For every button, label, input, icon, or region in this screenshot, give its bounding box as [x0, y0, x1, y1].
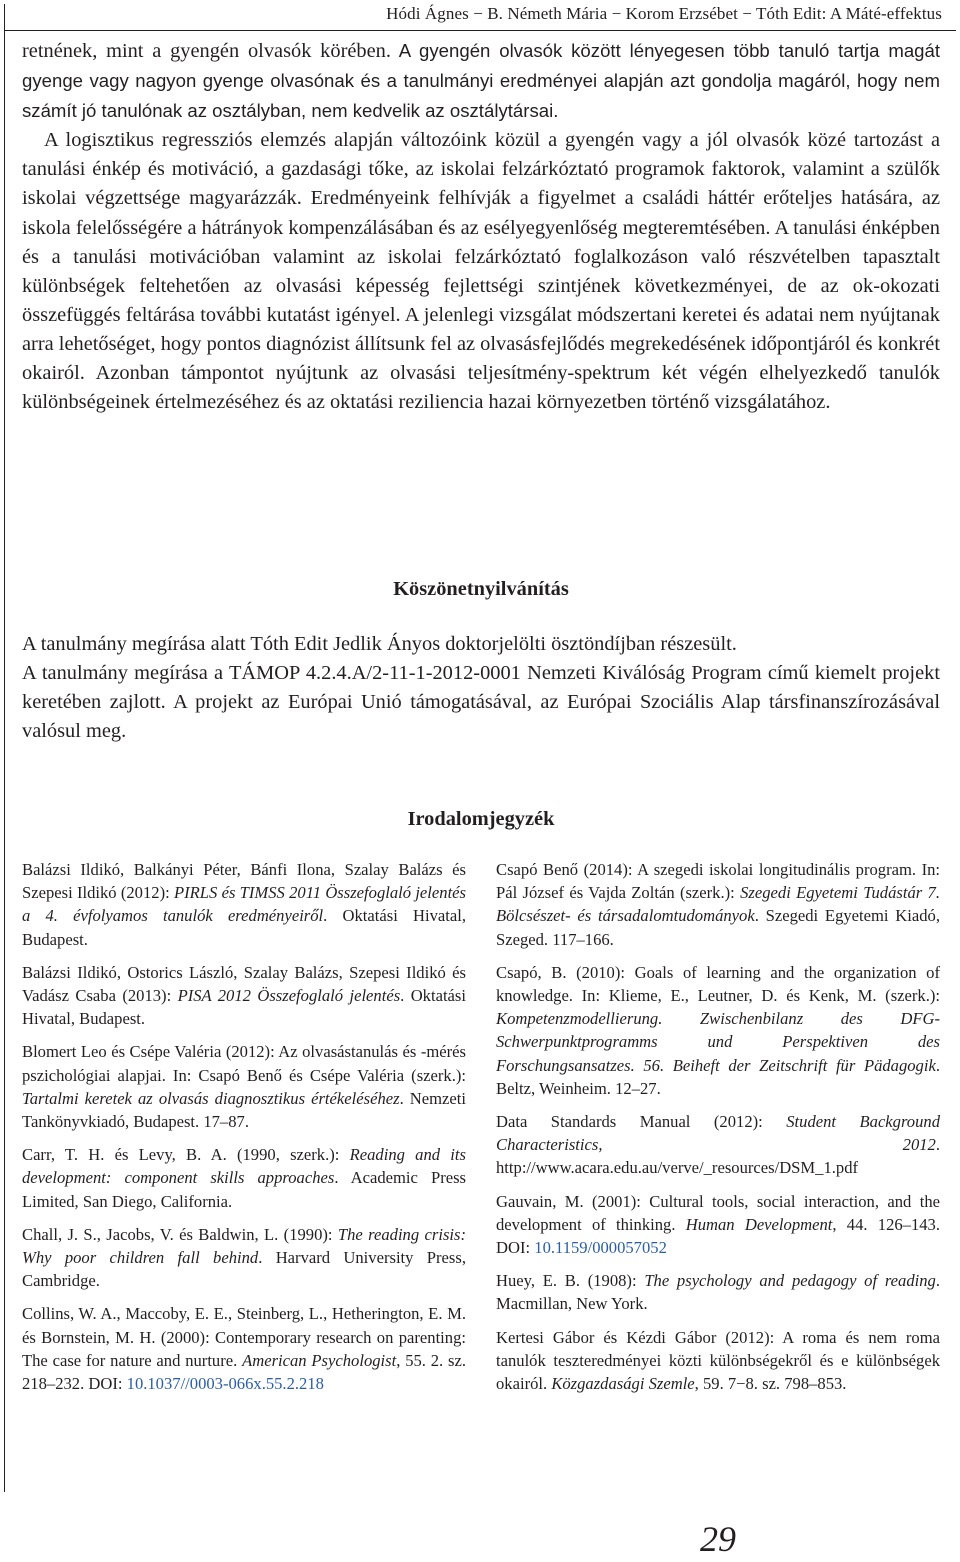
reference-item: Csapó Benő (2014): A szegedi iskolai longitudinális program. In: Pál József és Vajda Zoltán (szerk.): Szegedi Egyetemi Tudástár 7. Bölcsészet- és társadalomtudományok. Szegedi Egyetemi Kiadó, Szeged. 117–166.: [496, 860, 940, 949]
doi-link[interactable]: 10.1037//0003-066x.55.2.218: [126, 1374, 324, 1394]
references-right-column: [496, 858, 940, 1405]
reference-item: Gauvain, M. (2001): Cultural tools, social interaction, and the development of thinking. Human Development, 44. 126–143. DOI: 10.1159/000057052: [496, 1191, 940, 1258]
acknowledgement-line-2: A tanulmány megírása a TÁMOP 4.2.4.A/2-11-1-2012-0001 Nemzeti Kiválóság Program című kiemelt projekt keretében zajlott. A projekt az Európai Unió támogatásával, az Európai Szociális Alap társfinanszírozásával valósul meg.: [22, 662, 940, 742]
body-text: [22, 36, 940, 417]
paragraph-2: A logisztikus regressziós elemzés alapján változóink közül a gyengén vagy a jól olvasók közé tartozást a tanulási énkép és motiváció, a gazdasági tőke, az iskolai felzárkóztató programok faktorok, valamint a szülők iskolai végzettsége magyarázzák. Eredményeink felhívják a figyelmet a családi háttér erőteljes hatására, az iskola felelősségére a hátrányok kompenzálásában és az esélyegyenlőség megteremtésében. A tanulási énképben és a tanulási motivációban valamint az iskolai felzárkóztató foglalkozáson való részvételben tapasztalt különbségek feltehetően az olvasási képesség fejlettségi szintjének következményei, de az ok-okozati összefüggés feltárása további kutatást igényel. A jelenlegi vizsgálat módszertani keretei és adatai nem nyújtanak arra lehetőséget, hogy pontos diagnózist állítsunk fel az olvasásfejlődés megrekedésének időpontjáról és konkrét okairól. Azonban támpontot nyújtunk az olvasási teljesítmény-spektrum két végén elhelyezkedő tanulók különbségeinek értelmezéséhez és az oktatási reziliencia hazai környezetben történő vizsgálatához.: [22, 129, 940, 414]
paragraph-1: [22, 36, 940, 126]
page-number: 29: [700, 1519, 736, 1559]
reference-item: Collins, W. A., Maccoby, E. E., Steinberg, L., Hetherington, E. M. és Bornstein, M. H. (2000): Contemporary research on parenting: The case for nature and nurture. American Psychologist, 55. 2. sz. 218–232. DOI: 10.1037//0003-066x.55.2.218: [22, 1304, 466, 1394]
reference-item: Chall, J. S., Jacobs, V. és Baldwin, L. (1990): The reading crisis: Why poor children fall behind. Harvard University Press, Cambridge.: [22, 1224, 466, 1291]
paragraph-1-rest: A gyengén olvasók között lényegesen több tanuló tartja magát gyenge vagy nagyon gyenge olvasónak és a tanulmányi eredményei alapján azt gondolja magáról, hogy nem számít jó tanulónak az osztályban, nem kedvelik az osztálytársai.: [22, 40, 941, 122]
reference-item: Kertesi Gábor és Kézdi Gábor (2012): A roma és nem roma tanulók teszteredményei közti különbségekről és e különbségek okairól. Közgazdasági Szemle, 59. 7−8. sz. 798–853.: [496, 1327, 940, 1394]
doi-link[interactable]: 10.1159/000057052: [534, 1238, 667, 1258]
reference-item: Balázsi Ildikó, Balkányi Péter, Bánfi Ilona, Szalay Balázs és Szepesi Ildikó (2012): PIRLS és TIMSS 2011 Összefoglaló jelentés a 4. évfolyamos tanulók eredményeiről. Oktatási Hivatal, Budapest.: [22, 860, 467, 949]
reference-item: Blomert Leo és Csépe Valéria (2012): Az olvasástanulás és -mérés pszichológiai alapjai. In: Csapó Benő és Csépe Valéria (szerk.): Tartalmi keretek az olvasás diagnosztikus értékeléséhez. Nemzeti Tankönyvkiadó, Budapest. 17–87.: [22, 1042, 466, 1132]
acknowledgement-line-1: A tanulmány megírása alatt Tóth Edit Jedlik Ányos doktorjelölti ösztöndíjban részesült.: [22, 633, 737, 655]
running-header: Hódi Ágnes − B. Németh Mária − Korom Erzsébet − Tóth Edit: A Máté-effektus: [386, 4, 942, 23]
left-margin-rule: [4, 4, 5, 1492]
reference-item: Carr, T. H. és Levy, B. A. (1990, szerk.): Reading and its development: component skills approaches. Academic Press Limited, San Diego, California.: [22, 1145, 466, 1211]
reference-item: Huey, E. B. (1908): The psychology and pedagogy of reading. Macmillan, New York.: [496, 1271, 940, 1314]
references-heading: Irodalomjegyzék: [407, 808, 555, 830]
reference-item: Data Standards Manual (2012): Student Background Characteristics, 2012. http://www.acara.edu.au/verve/_resources/DSM_1.pdf: [496, 1112, 940, 1178]
acknowledgement-section: [22, 630, 940, 746]
reference-item: Balázsi Ildikó, Ostorics László, Szalay Balázs, Szepesi Ildikó és Vadász Csaba (2013): PISA 2012 Összefoglaló jelentés. Oktatási Hivatal, Budapest.: [22, 962, 466, 1029]
reference-item: Csapó, B. (2010): Goals of learning and the organization of knowledge. In: Klieme, E., Leutner, D. és Kenk, M. (szerk.): Kompetenzmodellierung. Zwischenbilanz des DFG-Schwerpunktprogramms und Perspektiven des Forschungsansatzes. 56. Beiheft der Zeitschrift für Pädagogik. Beltz, Weinheim. 12–27.: [496, 962, 940, 1098]
references-left-column: [22, 858, 466, 1405]
acknowledgement-heading: Köszönetnyilvánítás: [393, 578, 569, 600]
paragraph-1-start: retnének, mint a gyengén olvasók körében.: [22, 40, 391, 62]
header-rule: [4, 30, 956, 31]
